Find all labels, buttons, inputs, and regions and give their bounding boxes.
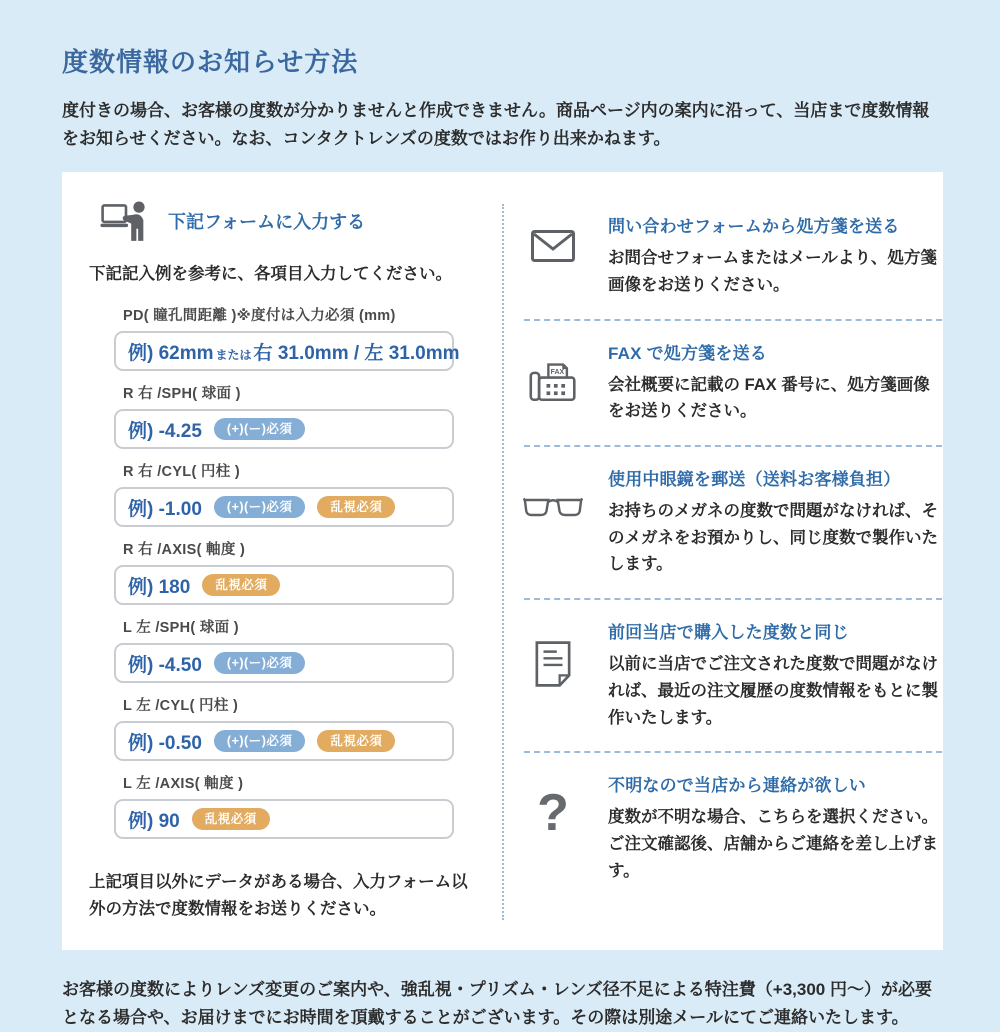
method-text [608,212,944,298]
method-body: 会社概要に記載の FAX 番号に、処方箋画像をお送りください。 [608,375,930,421]
form-extra-note: 上記項目以外にデータがある場合、入力フォーム以外の方法で度数情報をお送りください。 [89,873,468,919]
method-title: FAX で処方箋を送る [608,343,767,363]
field-example-r-sph: 例) -4.25 (+)(ー)必須 [114,409,454,449]
method-text [608,339,944,425]
footer-note: お客様の度数によりレンズ変更のご案内や、強乱視・プリズム・レンズ径不足による特注費（+3,300 円～）が必要となる場合や、お届けまでにお時間を頂戴することがございます。その際は別途メールにてご連絡いたします。 [62,979,932,1027]
form-fields [114,304,502,839]
presenter-laptop-icon [100,198,152,244]
field-label-l-axis: L 左 /AXIS( 軸度 ) [123,776,244,793]
form-instruction: 下記記入例を参考に、各項目入力してください。 [89,265,452,284]
field-example-l-cyl: 例) -0.50 (+)(ー)必須 乱視必須 [114,721,454,761]
method-title: 前回当店で購入した度数と同じ [608,623,849,643]
method-fax [522,327,944,439]
pd-example-or: または [215,347,252,362]
method-body: お問合せフォームまたはメールより、処方箋画像をお送りください。 [608,249,937,294]
plus-minus-required-badge: (+)(ー)必須 [214,730,305,753]
form-guide-column [87,198,502,923]
method-mail-glasses [522,453,944,592]
method-contact-form [522,200,944,312]
method-text [608,618,944,731]
field-label-r-cyl: R 右 /CYL( 円柱 ) [123,464,240,481]
section-divider [524,751,942,753]
plus-minus-required-badge: (+)(ー)必須 [214,652,305,675]
method-body: お持ちのメガネの度数で問題がなければ、そのメガネをお預かりし、同じ度数で製作いたします。 [608,501,938,574]
form-guide-title: 下記フォームに入力する [168,212,366,233]
fax-icon [522,361,584,407]
plus-minus-required-badge: (+)(ー)必須 [214,496,305,519]
section-divider [524,319,942,321]
method-title: 問い合わせフォームから処方箋を送る [608,217,900,237]
method-title: 使用中眼鏡を郵送（送料お客様負担） [608,469,901,489]
svg-text:FAX: FAX [550,368,565,376]
astigmatism-required-badge: 乱視必須 [317,496,395,519]
field-label-l-sph: L 左 /SPH( 球面 ) [123,620,239,637]
method-text [608,771,944,884]
section-divider [524,445,942,447]
question-icon: ? [537,784,569,843]
field-label-r-axis: R 右 /AXIS( 軸度 ) [123,542,246,559]
plus-minus-required-badge: (+)(ー)必須 [214,418,305,441]
glasses-icon [522,495,584,520]
astigmatism-required-badge: 乱視必須 [317,730,395,753]
method-text [608,465,944,578]
method-body: 度数が不明な場合、こちらを選択ください。ご注文確認後、店舗からご連絡を差し上げます。 [608,808,938,880]
method-title: 不明なので当店から連絡が欲しい [608,776,866,796]
method-previous-order [522,606,944,745]
field-example-r-cyl: 例) -1.00 (+)(ー)必須 乱視必須 [114,487,454,527]
page-title: 度数情報のお知らせ方法 [62,47,359,77]
field-label-r-sph: R 右 /SPH( 球面 ) [123,386,241,403]
field-example-r-axis: 例) 180 乱視必須 [114,565,454,605]
other-methods-column [504,198,964,923]
pd-example-text: 例) 62mm または 右 31.0mm / 左 31.0mm [128,342,460,364]
method-body: 以前に当店でご注文された度数で問題がなければ、最近の注文履歴の度数情報をもとに製作いたします。 [608,655,938,727]
method-unknown-contact [522,759,944,898]
field-label-pd: PD( 瞳孔間距離 )※度付は入力必須 (mm) [123,308,396,325]
form-guide-header [100,198,502,244]
methods-card [62,172,943,949]
field-example-l-axis: 例) 90 乱視必須 [114,799,454,839]
section-divider [524,598,942,600]
field-label-l-cyl: L 左 /CYL( 円柱 ) [123,698,239,715]
document-icon [522,640,584,688]
intro-text: 度付きの場合、お客様の度数が分かりませんと作成できません。商品ページ内の案内に沿って、当店まで度数情報をお知らせください。なお、コンタクトレンズの度数ではお作り出来かねます。 [62,101,930,148]
astigmatism-required-badge: 乱視必須 [192,808,270,831]
astigmatism-required-badge: 乱視必須 [202,574,280,597]
envelope-icon [522,230,584,262]
field-example-pd [114,331,460,371]
field-example-l-sph: 例) -4.50 (+)(ー)必須 [114,643,454,683]
